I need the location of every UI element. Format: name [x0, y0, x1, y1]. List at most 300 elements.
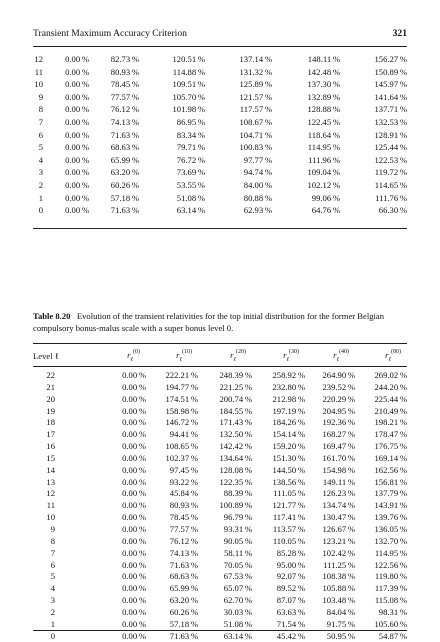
value-cell: 248.39 % — [219, 370, 253, 380]
value-cell: 45.84 % — [169, 488, 199, 499]
value-cell: 93.31 % — [223, 523, 253, 534]
value-cell: 122.45 % — [307, 116, 340, 127]
value-cell: 132.70 % — [374, 535, 408, 546]
value-cell: 212.98 % — [272, 393, 306, 404]
value-cell: 80.93 % — [110, 66, 139, 77]
value-cell: 178.47 % — [374, 429, 408, 440]
value-cell: 53.55 % — [176, 179, 205, 190]
bottom-table-bottom-rule — [33, 630, 407, 631]
value-cell: 239.52 % — [322, 381, 356, 392]
value-cell: 71.63 % — [169, 630, 199, 641]
table-row — [33, 512, 407, 524]
value-cell: 154.14 % — [272, 429, 306, 440]
value-cell: 148.11 % — [307, 54, 340, 64]
value-cell: 194.77 % — [165, 381, 199, 392]
value-cell: 146.72 % — [165, 417, 199, 428]
value-cell: 102.42 % — [322, 547, 356, 558]
value-cell: 99.06 % — [311, 192, 340, 203]
value-cell: 68.63 % — [110, 142, 139, 153]
value-cell: 192.36 % — [322, 417, 356, 428]
value-cell: 264.90 % — [322, 370, 356, 380]
value-cell: 93.22 % — [169, 476, 199, 487]
level-cell: 8 — [38, 104, 43, 115]
value-cell: 108.65 % — [165, 441, 199, 452]
level-cell: 5 — [50, 571, 55, 582]
value-cell: 65.99 % — [110, 154, 139, 165]
relativity-symbol: $r_\ell^{(0)}$ — [127, 349, 141, 363]
value-cell: 71.54 % — [276, 618, 306, 629]
value-cell: 161.70 % — [322, 452, 356, 463]
value-cell: 83.34 % — [176, 129, 205, 140]
value-cell: 121.57 % — [239, 91, 272, 102]
value-cell: 62.93 % — [243, 205, 272, 216]
value-cell: 0.00 % — [65, 154, 89, 165]
level-cell: 19 — [46, 405, 55, 416]
level-cell: 8 — [50, 535, 55, 546]
value-cell: 128.91 % — [374, 129, 407, 140]
value-cell: 197.19 % — [272, 405, 306, 416]
header-rule — [33, 46, 407, 47]
value-cell: 71.63 % — [110, 129, 139, 140]
value-cell: 0.00 % — [65, 91, 89, 102]
value-cell: 84.00 % — [243, 179, 272, 190]
value-cell: 63.20 % — [110, 167, 139, 178]
level-cell: 0 — [50, 630, 55, 641]
value-cell: 150.89 % — [374, 66, 407, 77]
level-cell: 16 — [46, 441, 55, 452]
top-table-body — [33, 53, 407, 217]
value-cell: 71.63 % — [110, 205, 139, 216]
value-cell: 0.00 % — [122, 429, 147, 440]
table-row — [33, 204, 407, 217]
value-cell: 0.00 % — [122, 547, 147, 558]
value-cell: 98.31 % — [378, 606, 408, 617]
value-cell: 0.00 % — [65, 54, 89, 64]
value-cell: 125.44 % — [374, 142, 407, 153]
page-number: 321 — [392, 28, 407, 39]
value-cell: 176.75 % — [374, 441, 408, 452]
value-cell: 168.27 % — [322, 429, 356, 440]
value-cell: 198.21 % — [374, 417, 408, 428]
table-row — [33, 619, 407, 631]
value-cell: 125.89 % — [239, 79, 272, 90]
value-cell: 60.26 % — [169, 606, 199, 617]
value-cell: 0.00 % — [122, 417, 147, 428]
table-row — [33, 429, 407, 441]
value-cell: 66.30 % — [378, 205, 407, 216]
value-cell: 76.72 % — [176, 154, 205, 165]
table-row — [33, 453, 407, 465]
table-row — [33, 91, 407, 104]
value-cell: 269.02 % — [374, 370, 408, 380]
level-cell: 5 — [38, 142, 43, 153]
value-cell: 114.65 % — [374, 179, 407, 190]
value-cell: 68.63 % — [169, 571, 199, 582]
bottom-table-body — [33, 370, 407, 642]
level-cell: 7 — [38, 116, 43, 127]
value-cell: 156.81 % — [374, 476, 408, 487]
table-row — [33, 477, 407, 489]
table-row — [33, 66, 407, 79]
value-cell: 145.97 % — [374, 79, 407, 90]
value-cell: 74.13 % — [169, 547, 199, 558]
value-cell: 102.12 % — [307, 179, 340, 190]
value-cell: 0.00 % — [122, 523, 147, 534]
value-cell: 79.71 % — [176, 142, 205, 153]
value-cell: 137.30 % — [307, 79, 340, 90]
level-cell: 6 — [38, 129, 43, 140]
value-cell: 0.00 % — [122, 488, 147, 499]
value-cell: 57.18 % — [169, 618, 199, 629]
value-cell: 57.18 % — [110, 192, 139, 203]
page-header — [33, 28, 407, 42]
value-cell: 62.70 % — [223, 595, 253, 606]
bottom-table-header — [33, 344, 407, 369]
table-row — [33, 116, 407, 129]
table-row — [33, 441, 407, 453]
relativity-symbol: $r_\ell^{(80)}$ — [385, 349, 402, 363]
value-cell: 109.51 % — [172, 79, 205, 90]
table-row — [33, 595, 407, 607]
level-cell: 2 — [38, 179, 43, 190]
level-cell: 15 — [46, 452, 55, 463]
bottom-table — [33, 370, 407, 642]
value-cell: 126.67 % — [322, 523, 356, 534]
value-cell: 0.00 % — [65, 205, 89, 216]
value-cell: 90.05 % — [223, 535, 253, 546]
value-cell: 0.00 % — [122, 583, 147, 594]
value-cell: 63.20 % — [169, 595, 199, 606]
relativity-symbol: $r_\ell^{(20)}$ — [230, 349, 247, 363]
value-cell: 141.64 % — [374, 91, 407, 102]
table-row — [33, 382, 407, 394]
relativity-symbol: $r_\ell^{(40)}$ — [333, 349, 350, 363]
value-cell: 105.70 % — [172, 91, 205, 102]
value-cell: 78.45 % — [169, 512, 199, 523]
table-row — [33, 583, 407, 595]
value-cell: 0.00 % — [122, 630, 147, 641]
table-row — [33, 154, 407, 167]
value-cell: 169.47 % — [322, 441, 356, 452]
level-cell: 3 — [50, 595, 55, 606]
value-cell: 136.05 % — [374, 523, 408, 534]
value-cell: 111.76 % — [375, 192, 407, 203]
value-cell: 169.14 % — [374, 452, 408, 463]
table-row — [33, 488, 407, 500]
level-cell: 1 — [38, 192, 43, 203]
table-row — [33, 465, 407, 477]
value-cell: 63.14 % — [176, 205, 205, 216]
value-cell: 76.12 % — [169, 535, 199, 546]
value-cell: 111.05 % — [273, 488, 306, 499]
table-row — [33, 571, 407, 583]
value-cell: 0.00 % — [122, 606, 147, 617]
level-cell: 21 — [46, 381, 55, 392]
value-cell: 200.74 % — [219, 393, 253, 404]
caption-text: Evolution of the transient relativities for the top initial distribution for the former Belgian compulsory bonus-malus scale with a super bonus level 0. — [33, 311, 385, 333]
value-cell: 85.28 % — [276, 547, 306, 558]
level-cell: 10 — [34, 79, 43, 90]
value-cell: 222.21 % — [165, 370, 199, 380]
level-cell: 9 — [50, 523, 55, 534]
value-cell: 118.64 % — [307, 129, 340, 140]
level-cell: 18 — [46, 417, 55, 428]
running-title: Transient Maximum Accuracy Criterion — [33, 28, 187, 39]
value-cell: 71.63 % — [169, 559, 199, 570]
value-cell: 101.98 % — [172, 104, 205, 115]
table-row — [33, 166, 407, 179]
value-cell: 102.37 % — [165, 452, 199, 463]
level-cell: 12 — [46, 488, 55, 499]
header-row — [33, 344, 407, 369]
value-cell: 108.67 % — [239, 116, 272, 127]
value-cell: 221.25 % — [219, 381, 253, 392]
value-cell: 54.87 % — [378, 630, 408, 641]
level-cell: 4 — [50, 583, 55, 594]
level-cell: 14 — [46, 464, 55, 475]
value-cell: 119.80 % — [374, 571, 408, 582]
value-cell: 0.00 % — [122, 571, 147, 582]
value-cell: 65.07 % — [223, 583, 253, 594]
value-cell: 105.88 % — [322, 583, 356, 594]
table-row — [33, 179, 407, 192]
level-cell: 10 — [46, 512, 55, 523]
value-cell: 0.00 % — [122, 405, 147, 416]
value-cell: 51.08 % — [223, 618, 253, 629]
value-cell: 50.95 % — [326, 630, 356, 641]
value-cell: 131.32 % — [239, 66, 272, 77]
value-cell: 77.57 % — [110, 91, 139, 102]
table-row — [33, 500, 407, 512]
level-cell: 22 — [46, 370, 55, 380]
value-cell: 126.23 % — [322, 488, 356, 499]
table-row — [33, 53, 407, 66]
value-cell: 128.88 % — [307, 104, 340, 115]
level-cell: 0 — [38, 205, 43, 216]
value-cell: 132.53 % — [374, 116, 407, 127]
relativity-symbol: $r_\ell^{(30)}$ — [283, 349, 300, 363]
value-cell: 122.53 % — [374, 154, 407, 165]
table-row — [33, 141, 407, 154]
value-cell: 86.95 % — [176, 116, 205, 127]
value-cell: 0.00 % — [65, 142, 89, 153]
value-cell: 0.00 % — [122, 452, 147, 463]
value-cell: 77.57 % — [169, 523, 199, 534]
value-cell: 110.05 % — [272, 535, 306, 546]
value-cell: 258.92 % — [272, 370, 306, 380]
value-cell: 119.72 % — [374, 167, 407, 178]
level-cell: 13 — [46, 476, 55, 487]
value-cell: 128.08 % — [219, 464, 253, 475]
level-cell: 1 — [50, 618, 55, 629]
value-cell: 94.74 % — [243, 167, 272, 178]
value-cell: 0.00 % — [122, 370, 147, 380]
table-row — [33, 548, 407, 560]
table-row — [33, 417, 407, 429]
table-row — [33, 607, 407, 619]
value-cell: 210.49 % — [374, 405, 408, 416]
value-cell: 0.00 % — [65, 167, 89, 178]
value-cell: 114.95 % — [307, 142, 340, 153]
value-cell: 94.41 % — [169, 429, 199, 440]
level-cell: 6 — [50, 559, 55, 570]
value-cell: 82.73 % — [110, 54, 139, 64]
value-cell: 0.00 % — [122, 476, 147, 487]
table-row — [33, 406, 407, 418]
value-cell: 63.63 % — [276, 606, 306, 617]
relativity-column-header — [252, 344, 305, 369]
value-cell: 122.56 % — [374, 559, 408, 570]
value-cell: 0.00 % — [122, 535, 147, 546]
value-cell: 232.80 % — [272, 381, 306, 392]
value-cell: 0.00 % — [122, 512, 147, 523]
top-table-bottom-rule — [33, 228, 407, 229]
value-cell: 139.76 % — [374, 512, 408, 523]
value-cell: 0.00 % — [65, 179, 89, 190]
value-cell: 138.56 % — [272, 476, 306, 487]
value-cell: 0.00 % — [65, 116, 89, 127]
value-cell: 64.76 % — [311, 205, 340, 216]
value-cell: 103.48 % — [322, 595, 356, 606]
value-cell: 80.93 % — [169, 500, 199, 511]
value-cell: 154.98 % — [322, 464, 356, 475]
value-cell: 0.00 % — [122, 618, 147, 629]
value-cell: 80.88 % — [243, 192, 272, 203]
relativity-column-header — [355, 344, 407, 369]
value-cell: 123.21 % — [322, 535, 356, 546]
level-cell: 11 — [46, 500, 55, 511]
value-cell: 100.89 % — [219, 500, 253, 511]
value-cell: 65.99 % — [169, 583, 199, 594]
level-cell: 12 — [34, 54, 43, 64]
value-cell: 96.79 % — [223, 512, 253, 523]
value-cell: 115.08 % — [374, 595, 408, 606]
value-cell: 108.38 % — [322, 571, 356, 582]
top-table — [33, 53, 407, 217]
level-cell: 7 — [50, 547, 55, 558]
value-cell: 30.03 % — [223, 606, 253, 617]
relativity-column-header — [146, 344, 198, 369]
value-cell: 0.00 % — [65, 79, 89, 90]
relativity-column-header — [305, 344, 355, 369]
value-cell: 0.00 % — [65, 66, 89, 77]
table-row — [33, 631, 407, 642]
value-cell: 67.53 % — [223, 571, 253, 582]
value-cell: 111.96 % — [308, 154, 340, 165]
table-row — [33, 536, 407, 548]
table-row — [33, 129, 407, 142]
value-cell: 88.39 % — [223, 488, 253, 499]
value-cell: 134.74 % — [322, 500, 356, 511]
value-cell: 84.04 % — [326, 606, 356, 617]
value-cell: 51.08 % — [176, 192, 205, 203]
value-cell: 0.00 % — [122, 393, 147, 404]
relativity-column-header — [198, 344, 252, 369]
relativity-symbol: $r_\ell^{(10)}$ — [176, 349, 193, 363]
value-cell: 0.00 % — [65, 104, 89, 115]
value-cell: 143.91 % — [374, 500, 408, 511]
value-cell: 174.51 % — [165, 393, 199, 404]
value-cell: 137.14 % — [239, 54, 272, 64]
value-cell: 130.47 % — [322, 512, 356, 523]
value-cell: 0.00 % — [122, 381, 147, 392]
table-row — [33, 560, 407, 572]
value-cell: 114.88 % — [172, 66, 205, 77]
value-cell: 97.77 % — [243, 154, 272, 165]
value-cell: 0.00 % — [65, 129, 89, 140]
value-cell: 156.27 % — [374, 54, 407, 64]
value-cell: 117.39 % — [374, 583, 408, 594]
value-cell: 0.00 % — [122, 441, 147, 452]
level-cell: 11 — [34, 66, 43, 77]
caption-label: Table 8.20 — [33, 311, 71, 321]
value-cell: 0.00 % — [65, 192, 89, 203]
value-cell: 120.51 % — [172, 54, 205, 64]
level-cell: 20 — [46, 393, 55, 404]
value-cell: 91.75 % — [326, 618, 356, 629]
value-cell: 58.11 % — [224, 547, 253, 558]
value-cell: 132.50 % — [219, 429, 253, 440]
value-cell: 104.71 % — [239, 129, 272, 140]
value-cell: 87.07 % — [276, 595, 306, 606]
level-column-header: Level ℓ — [33, 351, 59, 362]
value-cell: 184.26 % — [272, 417, 306, 428]
table-row — [33, 394, 407, 406]
value-cell: 162.56 % — [374, 464, 408, 475]
value-cell: 151.30 % — [272, 452, 306, 463]
value-cell: 97.45 % — [169, 464, 199, 475]
value-cell: 121.77 % — [272, 500, 306, 511]
value-cell: 132.89 % — [307, 91, 340, 102]
value-cell: 158.98 % — [165, 405, 199, 416]
value-cell: 89.52 % — [276, 583, 306, 594]
value-cell: 70.05 % — [223, 559, 253, 570]
table-caption — [33, 311, 407, 334]
value-cell: 105.60 % — [374, 618, 408, 629]
table-row — [33, 370, 407, 382]
value-cell: 63.14 % — [223, 630, 253, 641]
table-row — [33, 103, 407, 116]
value-cell: 45.42 % — [276, 630, 306, 641]
value-cell: 171.43 % — [219, 417, 253, 428]
table-row — [33, 192, 407, 205]
value-cell: 149.11 % — [322, 476, 356, 487]
value-cell: 78.45 % — [110, 79, 139, 90]
value-cell: 100.83 % — [239, 142, 272, 153]
value-cell: 73.69 % — [176, 167, 205, 178]
value-cell: 184.55 % — [219, 405, 253, 416]
value-cell: 92.07 % — [276, 571, 306, 582]
level-cell: 9 — [38, 91, 43, 102]
value-cell: 60.26 % — [110, 179, 139, 190]
table-row — [33, 78, 407, 91]
value-cell: 159.20 % — [272, 441, 306, 452]
value-cell: 0.00 % — [122, 464, 147, 475]
relativity-column-header — [90, 344, 146, 369]
level-cell: 2 — [50, 606, 55, 617]
value-cell: 142.48 % — [307, 66, 340, 77]
value-cell: 204.95 % — [322, 405, 356, 416]
value-cell: 244.20 % — [374, 381, 408, 392]
level-cell: 3 — [38, 167, 43, 178]
value-cell: 76.12 % — [110, 104, 139, 115]
value-cell: 114.95 % — [374, 547, 408, 558]
value-cell: 95.00 % — [276, 559, 306, 570]
value-cell: 134.64 % — [219, 452, 253, 463]
value-cell: 225.44 % — [374, 393, 408, 404]
value-cell: 109.04 % — [307, 167, 340, 178]
value-cell: 0.00 % — [122, 559, 147, 570]
